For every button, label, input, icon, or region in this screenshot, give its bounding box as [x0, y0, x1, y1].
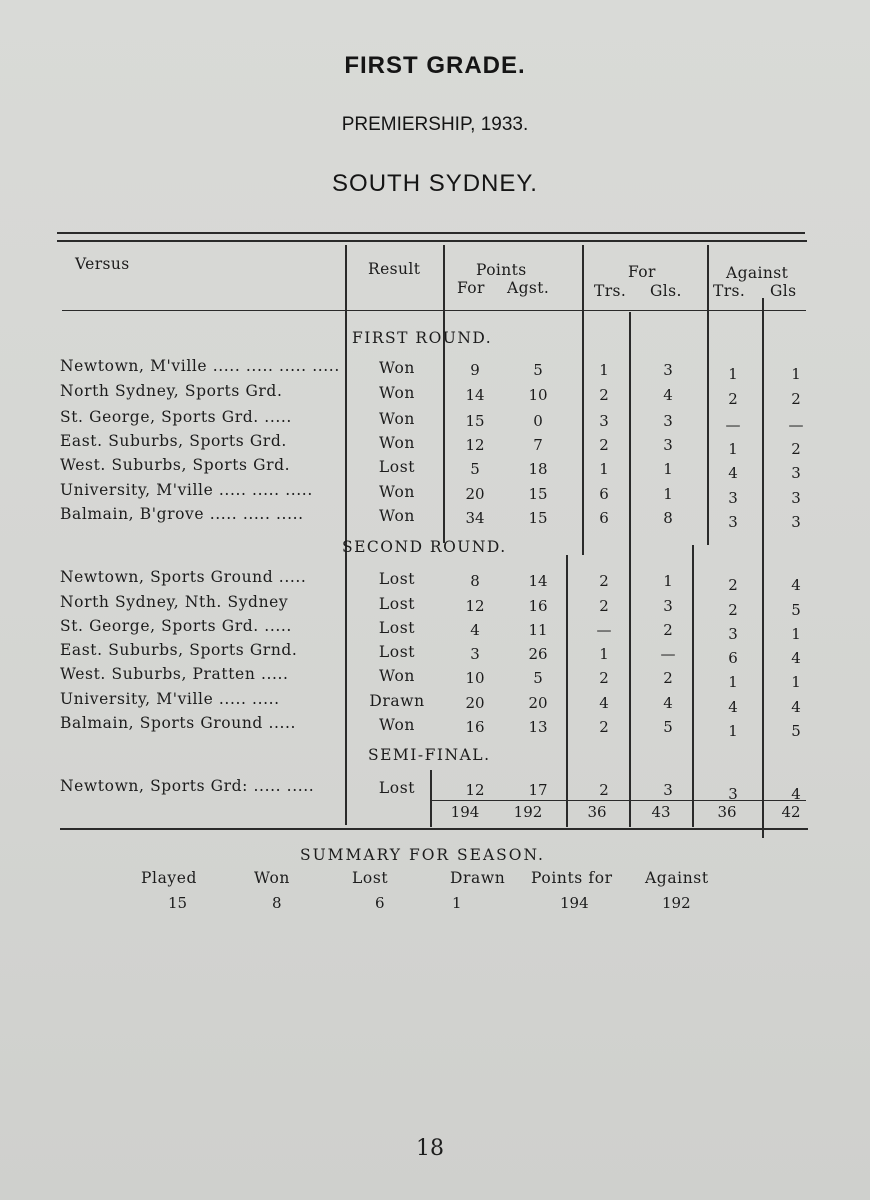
- cell-pa: 15: [528, 485, 548, 503]
- cell-at: 1: [728, 365, 738, 383]
- cell-result: Lost: [378, 619, 416, 637]
- header-for-gls: Gls.: [650, 282, 682, 300]
- cell-ag: 1: [791, 365, 801, 383]
- cell-pf: 3: [470, 645, 480, 663]
- summary-title: SUMMARY FOR SEASON.: [300, 846, 545, 864]
- total-ft: 36: [587, 803, 607, 821]
- cell-pa: 14: [528, 572, 548, 590]
- cell-result: Lost: [378, 779, 416, 797]
- summary-label: Lost: [352, 869, 389, 887]
- cell-fg: 5: [663, 718, 673, 736]
- cell-ft: 2: [599, 436, 609, 454]
- cell-fg: 2: [663, 669, 673, 687]
- cell-fg: 1: [663, 572, 673, 590]
- cell-ag: 4: [791, 576, 801, 594]
- cell-ft: 2: [599, 597, 609, 615]
- cell-pa: 11: [528, 621, 548, 639]
- cell-ft: 2: [599, 669, 609, 687]
- row-versus: St. George, Sports Grd. .....: [60, 408, 292, 426]
- cell-ag: 4: [791, 785, 801, 803]
- summary-value: 15: [168, 894, 188, 912]
- summary-label: Against: [645, 869, 709, 887]
- cell-at: 4: [728, 464, 738, 482]
- cell-at: 4: [728, 698, 738, 716]
- header-points-for: For: [457, 279, 485, 297]
- row-versus: West. Suburbs, Sports Grd.: [60, 456, 291, 474]
- cell-at: 1: [728, 673, 738, 691]
- bottom-rule: [60, 828, 808, 830]
- cell-ag: 5: [791, 601, 801, 619]
- row-versus: North Sydney, Sports Grd.: [60, 382, 283, 400]
- team-name: SOUTH SYDNEY.: [332, 170, 538, 197]
- col-divider-result: [345, 245, 347, 825]
- cell-ft: 2: [599, 718, 609, 736]
- summary-value: 192: [662, 894, 691, 912]
- col-divider-points-b: [430, 770, 432, 827]
- cell-ag: 3: [791, 513, 801, 531]
- cell-at: —: [725, 416, 741, 434]
- section-title: SECOND ROUND.: [342, 538, 507, 556]
- row-versus: University, M'ville ..... ..... .....: [60, 481, 313, 499]
- total-fg: 43: [651, 803, 671, 821]
- row-versus: North Sydney, Nth. Sydney: [60, 593, 289, 611]
- cell-result: Drawn: [369, 692, 425, 710]
- cell-ft: 4: [599, 694, 609, 712]
- cell-result: Won: [379, 384, 415, 402]
- cell-result: Won: [379, 359, 415, 377]
- total-at: 36: [717, 803, 737, 821]
- cell-at: 3: [728, 625, 738, 643]
- cell-fg: 8: [663, 509, 673, 527]
- total-pa: 192: [513, 803, 543, 821]
- cell-at: 1: [728, 440, 738, 458]
- cell-pa: 5: [533, 669, 543, 687]
- cell-pf: 16: [465, 718, 485, 736]
- cell-fg: 1: [663, 460, 673, 478]
- cell-at: 3: [728, 785, 738, 803]
- row-versus: Balmain, B'grove ..... ..... .....: [60, 505, 304, 523]
- cell-result: Won: [379, 483, 415, 501]
- cell-fg: 3: [663, 361, 673, 379]
- cell-pf: 34: [465, 509, 485, 527]
- row-versus: University, M'ville ..... .....: [60, 690, 280, 708]
- summary-label: Won: [254, 869, 290, 887]
- cell-ag: 2: [791, 440, 801, 458]
- cell-result: Lost: [378, 595, 416, 613]
- cell-fg: 3: [663, 781, 673, 799]
- page-title: FIRST GRADE.: [344, 52, 526, 79]
- cell-at: 1: [728, 722, 738, 740]
- cell-ag: 1: [791, 625, 801, 643]
- cell-pf: 14: [465, 386, 485, 404]
- cell-pa: 10: [528, 386, 548, 404]
- section-title: FIRST ROUND.: [352, 329, 493, 347]
- cell-fg: —: [660, 645, 676, 663]
- page-subtitle: PREMIERSHIP, 1933.: [341, 114, 529, 135]
- cell-ag: 4: [791, 698, 801, 716]
- cell-at: 3: [728, 489, 738, 507]
- cell-result: Won: [379, 716, 415, 734]
- cell-at: 2: [728, 390, 738, 408]
- cell-result: Won: [379, 434, 415, 452]
- cell-pf: 15: [465, 412, 485, 430]
- cell-pf: 9: [470, 361, 480, 379]
- summary-label: Drawn: [450, 869, 506, 887]
- row-versus: East. Suburbs, Sports Grnd.: [60, 641, 298, 659]
- cell-result: Won: [379, 507, 415, 525]
- row-versus: Newtown, Sports Grd: ..... .....: [60, 777, 315, 795]
- cell-pa: 18: [528, 460, 548, 478]
- cell-pa: 17: [528, 781, 548, 799]
- row-versus: St. George, Sports Grd. .....: [60, 617, 292, 635]
- row-versus: West. Suburbs, Pratten .....: [60, 665, 289, 683]
- cell-pf: 20: [465, 485, 485, 503]
- cell-pf: 12: [465, 597, 485, 615]
- cell-ft: 6: [599, 509, 609, 527]
- cell-at: 2: [728, 601, 738, 619]
- cell-at: 6: [728, 649, 738, 667]
- header-against-trs: Trs.: [713, 282, 746, 300]
- summary-label: Played: [141, 869, 198, 887]
- cell-ft: 1: [599, 361, 609, 379]
- cell-ag: 3: [791, 464, 801, 482]
- cell-fg: 4: [663, 694, 673, 712]
- cell-pa: 5: [533, 361, 543, 379]
- cell-ag: —: [788, 416, 804, 434]
- cell-pf: 12: [465, 781, 485, 799]
- cell-pf: 12: [465, 436, 485, 454]
- summary-label: Points for: [531, 869, 613, 887]
- cell-pa: 7: [533, 436, 543, 454]
- header-for: For: [628, 263, 656, 281]
- cell-ag: 2: [791, 390, 801, 408]
- cell-ag: 5: [791, 722, 801, 740]
- cell-pa: 16: [528, 597, 548, 615]
- row-versus: Newtown, Sports Ground .....: [60, 568, 307, 586]
- cell-ag: 1: [791, 673, 801, 691]
- cell-pf: 20: [465, 694, 485, 712]
- cell-pa: 0: [533, 412, 543, 430]
- header-points: Points: [476, 261, 527, 279]
- cell-result: Won: [379, 410, 415, 428]
- top-rule-2: [57, 240, 807, 242]
- header-against-gls: Gls: [770, 282, 797, 300]
- header-result: Result: [368, 260, 421, 278]
- summary-value: 8: [272, 894, 282, 912]
- cell-at: 2: [728, 576, 738, 594]
- cell-pf: 8: [470, 572, 480, 590]
- cell-ft: 2: [599, 386, 609, 404]
- cell-fg: 3: [663, 597, 673, 615]
- cell-fg: 2: [663, 621, 673, 639]
- cell-fg: 4: [663, 386, 673, 404]
- top-rule-1: [57, 232, 805, 234]
- section-title: SEMI-FINAL.: [368, 746, 491, 764]
- cell-ft: 6: [599, 485, 609, 503]
- cell-ft: 3: [599, 412, 609, 430]
- cell-fg: 3: [663, 436, 673, 454]
- cell-pa: 13: [528, 718, 548, 736]
- cell-at: 3: [728, 513, 738, 531]
- cell-result: Lost: [378, 570, 416, 588]
- cell-pf: 5: [470, 460, 480, 478]
- row-versus: Balmain, Sports Ground .....: [60, 714, 297, 732]
- cell-fg: 3: [663, 412, 673, 430]
- header-points-agst: Agst.: [507, 279, 550, 297]
- cell-pa: 15: [528, 509, 548, 527]
- cell-ft: 1: [599, 460, 609, 478]
- cell-result: Lost: [378, 458, 416, 476]
- cell-ft: —: [596, 621, 612, 639]
- cell-pf: 4: [470, 621, 480, 639]
- summary-value: 194: [560, 894, 589, 912]
- header-versus: Versus: [75, 255, 130, 273]
- cell-ft: 1: [599, 645, 609, 663]
- page-number: 18: [416, 1136, 444, 1161]
- header-for-trs: Trs.: [594, 282, 627, 300]
- cell-ft: 2: [599, 781, 609, 799]
- summary-value: 1: [452, 894, 462, 912]
- cell-fg: 1: [663, 485, 673, 503]
- cell-ag: 3: [791, 489, 801, 507]
- cell-pa: 20: [528, 694, 548, 712]
- header-against: Against: [726, 264, 789, 282]
- header-rule: [62, 310, 806, 311]
- cell-ft: 2: [599, 572, 609, 590]
- row-versus: East. Suburbs, Sports Grd.: [60, 432, 287, 450]
- summary-value: 6: [375, 894, 385, 912]
- row-versus: Newtown, M'ville ..... ..... ..... .....: [60, 357, 340, 375]
- cell-pa: 26: [528, 645, 548, 663]
- cell-pf: 10: [465, 669, 485, 687]
- cell-ag: 4: [791, 649, 801, 667]
- cell-result: Won: [379, 667, 415, 685]
- total-pf: 194: [450, 803, 480, 821]
- cell-result: Lost: [378, 643, 416, 661]
- total-ag: 42: [781, 803, 801, 821]
